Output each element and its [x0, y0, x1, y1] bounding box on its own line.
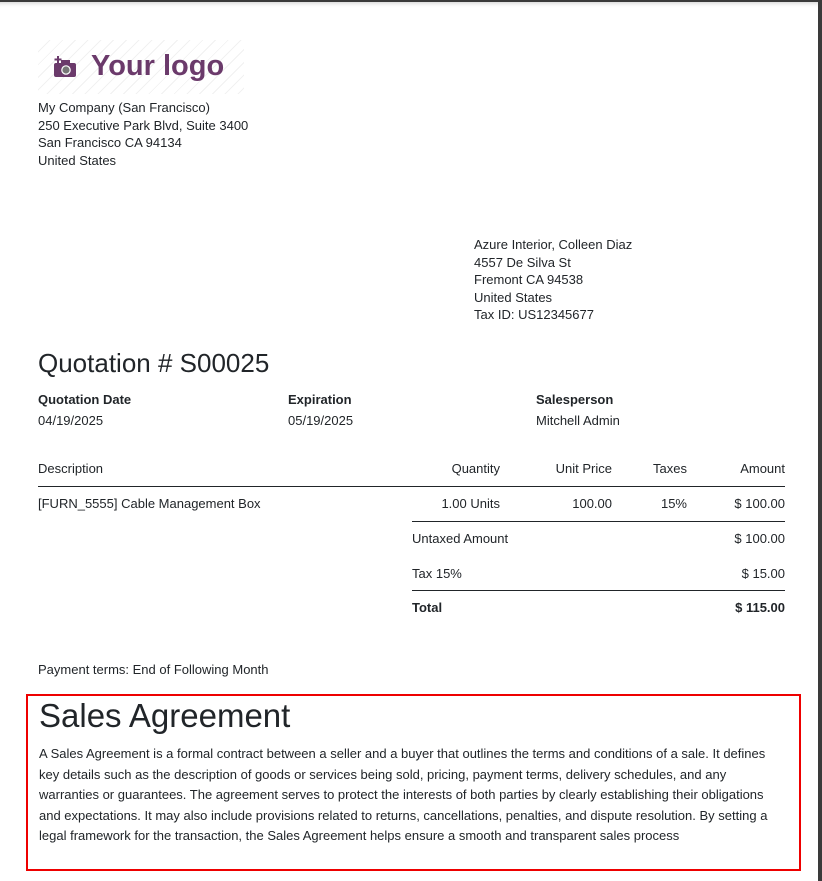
address-line: United States — [474, 289, 553, 305]
untaxed-amount-value: $ 100.00 — [734, 531, 785, 546]
column-header-description: Description — [38, 461, 104, 476]
column-header-taxes: Taxes — [653, 461, 687, 476]
column-header-quantity: Quantity — [451, 461, 500, 476]
address-line: 4557 De Silva St — [474, 254, 571, 270]
camera-plus-icon — [54, 56, 78, 78]
total-divider — [412, 590, 785, 591]
row-unit-price: 100.00 — [572, 496, 612, 511]
tax-value: $ 15.00 — [741, 566, 785, 581]
expiration-label: Expiration — [288, 392, 352, 407]
sales-agreement-body: A Sales Agreement is a formal contract between a seller and a buyer that outlines the terms and conditions of a sale. It defines key details such as the description of goods or services being sold, pricing, payment terms, delivery schedules, and any warranties or guarantees. The agreement serves to protect the interests of both parties by clearly establishing their obligations and expectations. It may also include provisions related to returns, cancellations, penalties, and dispute resolution. By setting a legal framework for the transaction, the Sales Agreement helps ensure a smooth and transparent sales process — [39, 746, 768, 843]
address-line: United States — [38, 152, 117, 168]
tax-id: Tax ID: US12345677 — [474, 307, 594, 322]
row-taxes: 15% — [660, 496, 687, 511]
address-line: 250 Executive Park Blvd, Suite 3400 — [38, 117, 249, 133]
page-title: Quotation # S00025 — [38, 348, 270, 378]
quotation-date-value: 04/19/2025 — [38, 413, 104, 428]
salesperson-value: Mitchell Admin — [536, 413, 620, 428]
quotation-page — [0, 2, 818, 881]
address-line: My Company (San Francisco) — [38, 100, 210, 115]
company-address — [38, 99, 248, 169]
quotation-date-label: Quotation Date — [38, 392, 132, 407]
column-header-amount: Amount — [740, 461, 785, 476]
expiration-value: 05/19/2025 — [288, 413, 354, 428]
column-header-unit-price: Unit Price — [555, 461, 612, 476]
customer-address — [474, 236, 632, 324]
row-description: [FURN_5555] Cable Management Box — [38, 496, 261, 511]
address-line: Fremont CA 94538 — [474, 272, 584, 287]
payment-terms: Payment terms: End of Following Month — [38, 662, 269, 677]
totals-divider — [412, 521, 785, 522]
sales-agreement-title: Sales Agreement — [39, 697, 291, 734]
total-label: Total — [412, 600, 443, 615]
row-quantity: 1.00 Units — [441, 496, 500, 511]
untaxed-amount-label: Untaxed Amount — [412, 531, 509, 546]
total-value: $ 115.00 — [735, 600, 785, 615]
company-logo — [38, 40, 244, 94]
sales-agreement-section — [26, 694, 801, 871]
row-amount: $ 100.00 — [734, 496, 785, 511]
header-divider — [38, 486, 785, 487]
tax-label: Tax 15% — [412, 566, 462, 581]
salesperson-label: Salesperson — [536, 392, 614, 407]
logo-text: Your logo — [91, 50, 225, 82]
address-line: Azure Interior, Colleen Diaz — [474, 237, 633, 252]
address-line: San Francisco CA 94134 — [38, 135, 182, 150]
